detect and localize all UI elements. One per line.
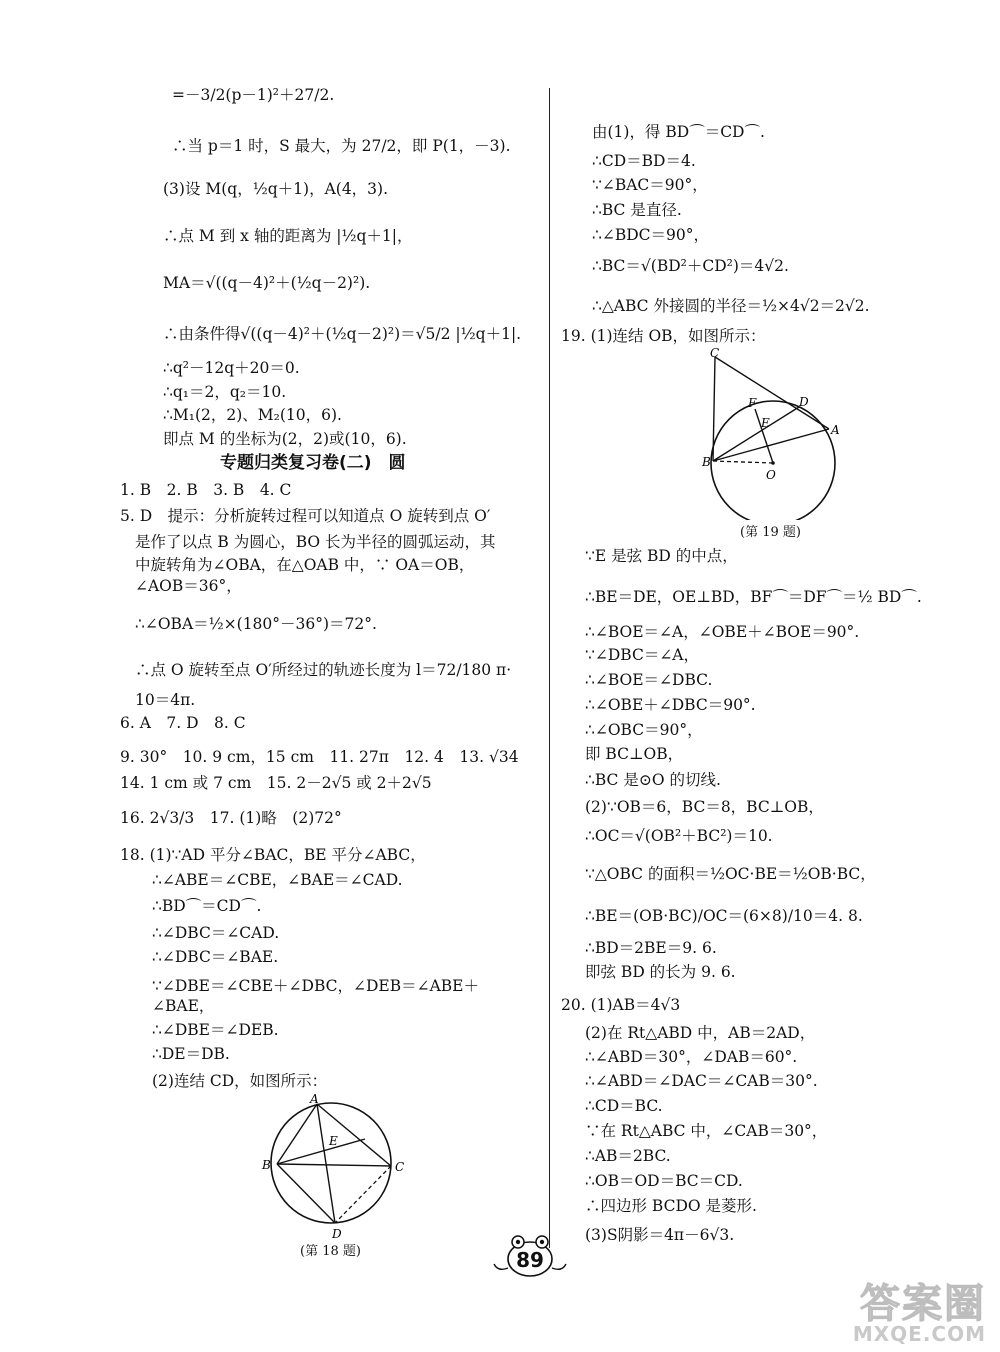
text-line: ∴∠OBA＝½×(180°－36°)＝72°. (135, 615, 377, 633)
text-line: (2)连结 CD，如图所示： (152, 1072, 328, 1090)
text-line: (3)设 M(q，½q＋1)，A(4，3). (163, 180, 389, 198)
section-title: 专题归类复习卷(二) 圆 (220, 453, 406, 473)
label-c: C (395, 1160, 405, 1174)
text-line: ∴BC＝√(BD²＋CD²)＝4√2. (592, 257, 789, 275)
text-line: ∴点 M 到 x 轴的距离为 |½q＋1|， (163, 227, 413, 245)
label-a: A (310, 1092, 319, 1106)
text-line: ∴点 O 旋转至点 O′所经过的轨迹长度为 l＝72/180 π· (135, 661, 512, 679)
text-line: ∠BAE， (152, 997, 215, 1015)
label-o: O (766, 468, 776, 482)
page-number: 89 (516, 1248, 544, 1272)
page-number-badge (490, 1234, 570, 1280)
text-line: ∵△OBC 的面积＝½OC·BE＝½OB·BC， (585, 865, 876, 883)
text-line: 即弦 BD 的长为 9. 6. (585, 963, 736, 981)
circle-outline (711, 401, 835, 520)
text-line: 即点 M 的坐标为(2，2)或(10，6). (163, 430, 407, 448)
figure-18-caption: (第 18 题) (300, 1244, 361, 1259)
text-line: ∴∠BDC＝90°， (592, 226, 709, 244)
label-b: B (702, 455, 711, 469)
text-line: ∴OC＝√(OB²＋BC²)＝10. (585, 827, 773, 845)
text-line: 14. 1 cm 或 7 cm 15. 2－2√5 或 2＋2√5 (120, 774, 432, 792)
segment-ca (715, 357, 829, 429)
segment-bc (277, 1164, 391, 1166)
text-line: ∴q₁＝2，q₂＝10. (163, 383, 287, 401)
text-line: =－3/2(p－1)²＋27/2. (172, 86, 335, 104)
text-line: ∴CD＝BD＝4. (592, 152, 696, 170)
text-line: 18. (1)∵AD 平分∠BAC，BE 平分∠ABC， (120, 846, 426, 864)
text-line: ∵在 Rt△ABC 中，∠CAB＝30°， (585, 1122, 828, 1140)
label-b: B (262, 1158, 271, 1172)
watermark-site: MXQE.COM (852, 1322, 986, 1346)
text-line: ∴BE＝DE，OE⊥BD，BF⌒＝DF⌒＝½ BD⌒. (585, 588, 922, 606)
label-d: D (332, 1227, 342, 1241)
label-d: D (799, 395, 809, 409)
text-line: ∴∠BOE＝∠DBC. (585, 671, 713, 689)
text-line: ∴△ABC 外接圆的半径＝½×4√2＝2√2. (592, 297, 870, 315)
text-line: ∵∠DBE＝∠CBE＋∠DBC，∠DEB＝∠ABE＋ (152, 977, 479, 995)
text-line: ∴当 p＝1 时，S 最大，为 27/2，即 P(1，－3). (172, 137, 511, 155)
text-line: ∴∠ABD＝∠DAC＝∠CAB＝30°. (585, 1072, 818, 1090)
column-divider (549, 88, 550, 1248)
label-e: E (329, 1134, 338, 1148)
text-line: 由(1)，得 BD⌒＝CD⌒. (592, 123, 765, 141)
text-line: ∴BD⌒＝CD⌒. (152, 897, 262, 915)
text-line: ∵E 是弦 BD 的中点， (585, 547, 738, 565)
text-line: 是作了以点 B 为圆心，BO 长为半径的圆弧运动，其 (135, 533, 496, 551)
text-line: (2)∵OB＝6，BC＝8，BC⊥OB， (585, 798, 824, 816)
figure-19 (700, 345, 850, 520)
text-line: ∵∠DBC＝∠A， (585, 646, 699, 664)
text-line: 1. B 2. B 3. B 4. C (120, 481, 292, 499)
text-line: ∴∠ABE＝∠CBE，∠BAE＝∠CAD. (152, 871, 403, 889)
text-line: 19. (1)连结 OB，如图所示： (561, 327, 766, 345)
text-line: 9. 30° 10. 9 cm，15 cm 11. 27π 12. 4 13. √34 (120, 748, 519, 766)
watermark (730, 1272, 992, 1346)
text-line: ∴∠DBC＝∠CAD. (152, 924, 280, 942)
text-line: ∴四边形 BCDO 是菱形. (585, 1197, 757, 1215)
text-line: ∴OB＝OD＝BC＝CD. (585, 1172, 743, 1190)
text-line: ∴由条件得√((q－4)²＋(½q－2)²)＝√5/2 |½q＋1|. (163, 325, 522, 343)
text-line: ∴∠OBE＋∠DBC＝90°. (585, 696, 756, 714)
text-line: ∴CD＝BC. (585, 1097, 663, 1115)
text-line: 5. D 提示：分析旋转过程可以知道点 O 旋转到点 O′ (120, 507, 491, 525)
text-line: 10＝4π. (135, 691, 196, 709)
segment-bd (277, 1164, 335, 1223)
circle-outline (271, 1103, 391, 1223)
text-line: ∴BC 是⊙O 的切线. (585, 771, 721, 789)
text-line: 6. A 7. D 8. C (120, 714, 246, 732)
text-line: ∴BE＝(OB·BC)/OC＝(6×8)/10＝4. 8. (585, 907, 863, 925)
watermark-logo: 答案圈 (860, 1281, 986, 1327)
figure-18 (255, 1090, 415, 1250)
text-line: ∴M₁(2，2)、M₂(10，6). (163, 406, 342, 424)
text-line: 即 BC⊥OB， (585, 745, 684, 763)
text-line: ∴∠ABD＝30°，∠DAB＝60°. (585, 1048, 798, 1066)
text-line: ∴∠DBC＝∠BAE. (152, 948, 279, 966)
segment-be (277, 1139, 365, 1164)
label-e: E (761, 416, 770, 430)
text-line: ∠AOB＝36°， (135, 577, 242, 595)
label-c: C (710, 346, 720, 360)
text-line: ∴q²－12q＋20＝0. (163, 359, 300, 377)
text-line: ∴DE＝DB. (152, 1045, 230, 1063)
text-line: (2)在 Rt△ABD 中，AB＝2AD， (585, 1024, 816, 1042)
segment-ad (317, 1104, 335, 1223)
text-line: ∴∠BOE＝∠A，∠OBE＋∠BOE＝90°. (585, 623, 860, 641)
label-a: A (831, 423, 840, 437)
text-line: (3)S阴影＝4π－6√3. (585, 1226, 735, 1244)
text-line: 20. (1)AB＝4√3 (561, 996, 681, 1014)
label-f: F (748, 396, 757, 410)
figure-19-caption: (第 19 题) (740, 525, 801, 540)
text-line: ∴∠DBE＝∠DEB. (152, 1021, 279, 1039)
segment-bo-dashed (713, 461, 773, 463)
text-line: ∴AB＝2BC. (585, 1147, 671, 1165)
segment-bc (713, 357, 715, 461)
segment-bd (713, 407, 799, 461)
text-line: 中旋转角为∠OBA，在△OAB 中，∵ OA＝OB， (135, 556, 475, 574)
text-line: ∴BD＝2BE＝9. 6. (585, 939, 717, 957)
center-point (771, 461, 775, 465)
text-line: ∴BC 是直径. (592, 201, 682, 219)
text-line: MA＝√((q－4)²＋(½q－2)²). (163, 274, 371, 292)
text-line: ∵∠BAC＝90°， (592, 176, 708, 194)
text-line: 16. 2√3/3 17. (1)略 (2)72° (120, 809, 342, 827)
text-line: ∴∠OBC＝90°， (585, 721, 703, 739)
